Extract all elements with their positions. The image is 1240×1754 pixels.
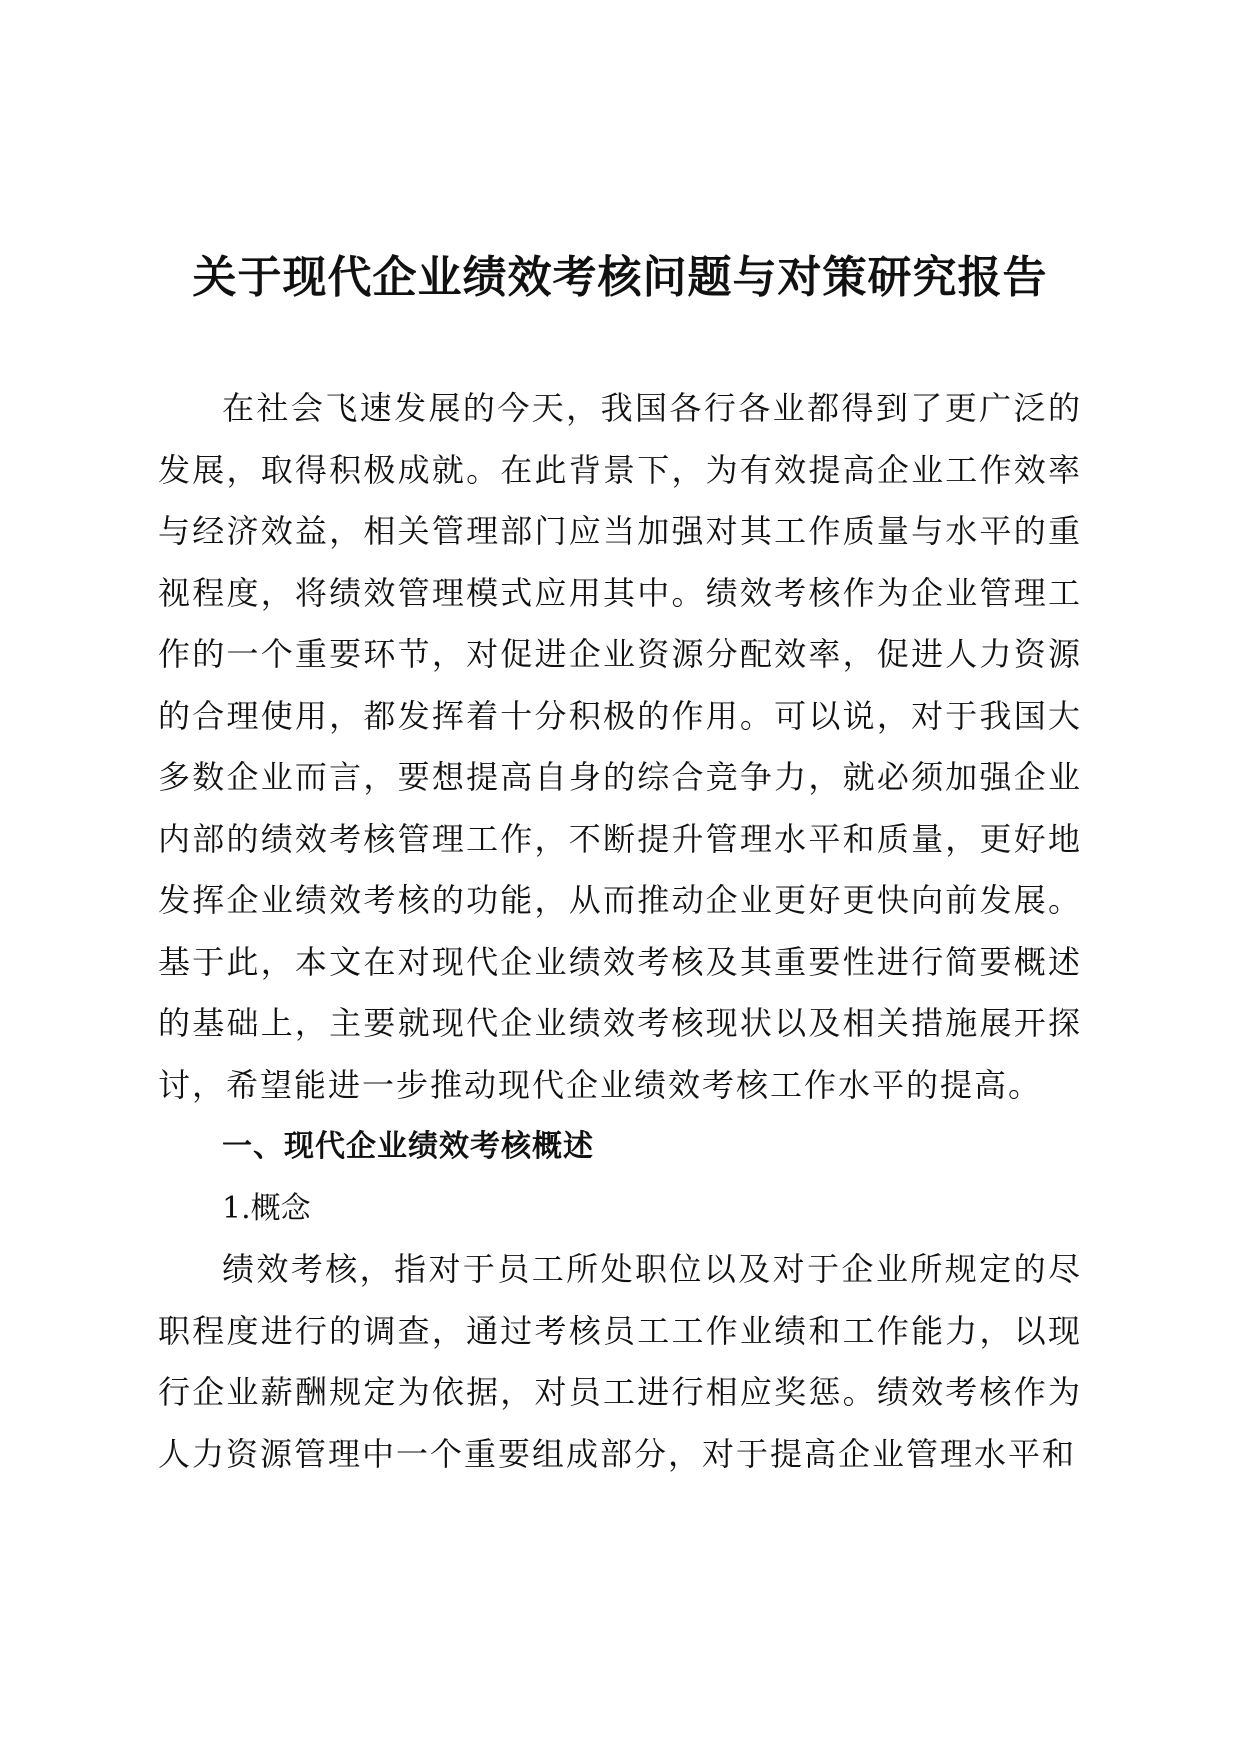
subsection-heading: 1.概念: [222, 1190, 311, 1226]
document-title: 关于现代企业绩效考核问题与对策研究报告: [192, 252, 1048, 303]
intro-paragraph: 在社会飞速发展的今天，我国各行各业都得到了更广泛的发展，取得积极成就。在此背景下，为有效提高企业工作效率与经济效益，相关管理部门应当加强对其工作质量与水平的重视程度，将绩效管理模式应用其中。绩效考核作为企业管理工作的一个重要环节，对促进企业资源分配效率，促进人力资源的合理使用，都发挥着十分积极的作用。可以说，对于我国大多数企业而言，要想提高自身的综合竞争力，就必须加强企业内部的绩效考核管理工作，不断提升管理水平和质量，更好地发挥企业绩效考核的功能，从而推动企业更好更快向前发展。基于此，本文在对现代企业绩效考核及其重要性进行简要概述的基础上，主要就现代企业绩效考核现状以及相关措施展开探讨，希望能进一步推动现代企业绩效考核工作水平的提高。: [158, 389, 1082, 1104]
section-heading: 一、现代企业绩效考核概述: [222, 1129, 594, 1164]
document-body: [158, 378, 1082, 1485]
concept-paragraph: 绩效考核，指对于员工所处职位以及对于企业所规定的尽职程度进行的调查，通过考核员工工作业绩和工作能力，以现行企业薪酬规定为依据，对员工进行相应奖惩。绩效考核作为人力资源管理中一个重要组成部分，对于提高企业管理水平和: [158, 1250, 1082, 1473]
